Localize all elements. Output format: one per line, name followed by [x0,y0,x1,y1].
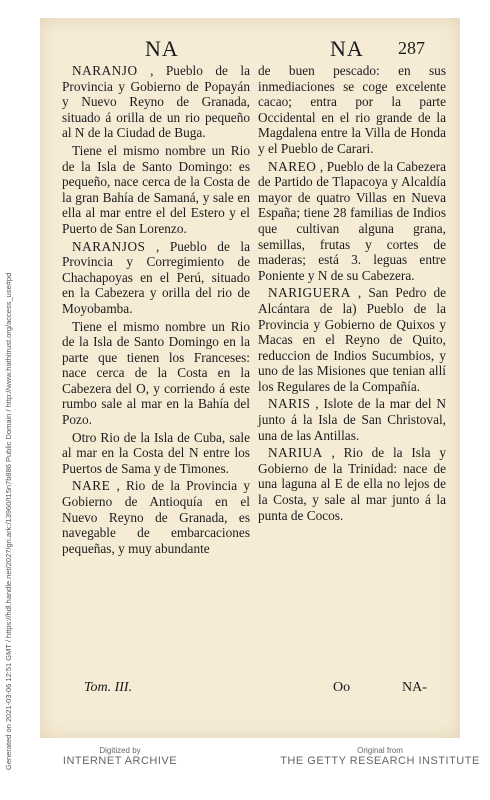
entry-headword: NARANJO [72,63,138,78]
entry-text: Tiene el mismo nombre un Rio de la Isla de Santo Domingo: es pequeño, nace cerca de la Costa de la gran Bahía de Samaná, y sale en ella al mar entre el del Estero y el Puerto de San Lorenzo. [62,142,250,236]
entry-paragraph [62,430,250,477]
entry-text: , Islote de la mar del N junto á la Isla de San Christoval, una de las Antillas. [258,396,446,443]
entry-text: , Pueblo de la Cabezera de Partido de Tlapacoya y Alcaldía mayor de quatro Villas en Nueva España; tiene 28 familias de Indios que cultivan alguna grana, semillas, frutas y cortes de maderas; está 3. leguas entre Poniente y N de su Cabezera. [258,158,446,283]
entry-headword: NARANJOS [72,238,146,254]
entry-paragraph [62,143,250,237]
left-column [62,63,250,558]
entry-paragraph [258,285,446,394]
entry-headword: NARE [72,478,111,494]
signature-mark: Oo [333,680,351,695]
entry-paragraph [258,159,446,284]
entry-paragraph [258,445,446,523]
catchword: NA- [402,680,427,695]
hathitrust-side-note: Generated on 2021-03-06 12:51 GMT / https://hdl.handle.net/2027/gri.ark:/13960/t15n7b886 Public Domain / http://www.hathitrust.org/access_use#pd [4,272,13,770]
entry-headword: NAREO [268,158,317,174]
entry-text: , Pueblo de la Provincia y Gobierno de Popayán y Nuevo Reyno de Granada, situado á orilla de un rio pequeño al N de la Ciudad de Buga. [62,63,250,141]
right-column [258,63,446,525]
entry-text: , San Pedro de Alcántara de la) Pueblo de la Provincia y Gobierno de Quixos y Macas en el Reyno de Quito, reduccion de Indios Sucumbios, y uno de las Misiones que tenian allí los Regulares de la Compañía. [258,285,446,394]
entry-paragraph [62,319,250,428]
entry-paragraph [258,63,446,157]
entry-paragraph [62,478,250,556]
running-head-left: NA [145,36,179,61]
running-head-right: NA [330,36,364,61]
entry-headword: NARIUA [268,445,323,461]
entry-text: , Rio de la Isla y Gobierno de la Trinidad: nace de una laguna al E de ella no lejos de la Costa, y sale al mar junto á la punta de Cocos. [258,445,446,523]
digitizer-credit-name: INTERNET ARCHIVE [62,755,178,767]
volume-label: Tom. III. [84,680,133,695]
source-credit-name: THE GETTY RESEARCH INSTITUTE [280,755,480,767]
source-credit-label: Original from [357,746,403,755]
entry-headword: NARIS [268,396,311,412]
page-number: 287 [398,38,425,58]
entry-text: Tiene el mismo nombre un Rio de la Isla de Santo Domingo en la parte que tienen los Franceses: nace cerca de la Costa en la Cabezera del O, y corriendo á este rumbo sale al mar en la Bahía del Pozo. [62,318,250,428]
entry-paragraph [258,396,446,443]
digitizer-credit [20,746,220,767]
entry-text: Otro Rio de la Isla de Cuba, sale al mar en la Costa del N entre los Puertos de Sama y de Timones. [62,429,250,476]
entry-headword: NARIGUERA [268,285,351,301]
entry-paragraph [62,63,250,141]
entry-text: , Pueblo de la Provincia y Corregimiento de Chachapoyas en el Perú, situado en la Cabezera y orilla del rio de Moyobamba. [62,238,250,316]
digitizer-credit-label: Digitized by [99,746,141,755]
entry-text: , Rio de la Provincia y Gobierno de Antioquía en el Nuevo Reyno de Granada, es navegable de embarcaciones pequeñas, y muy abundante [62,478,250,556]
entry-text: de buen pescado: en sus inmediaciones se coge excelente cacao; entra por la parte Occidental en el rio grande de la Magdalena entre la Villa de Honda y el Pueblo de Carari. [258,63,446,156]
entry-paragraph [62,239,250,317]
source-credit [280,746,480,767]
